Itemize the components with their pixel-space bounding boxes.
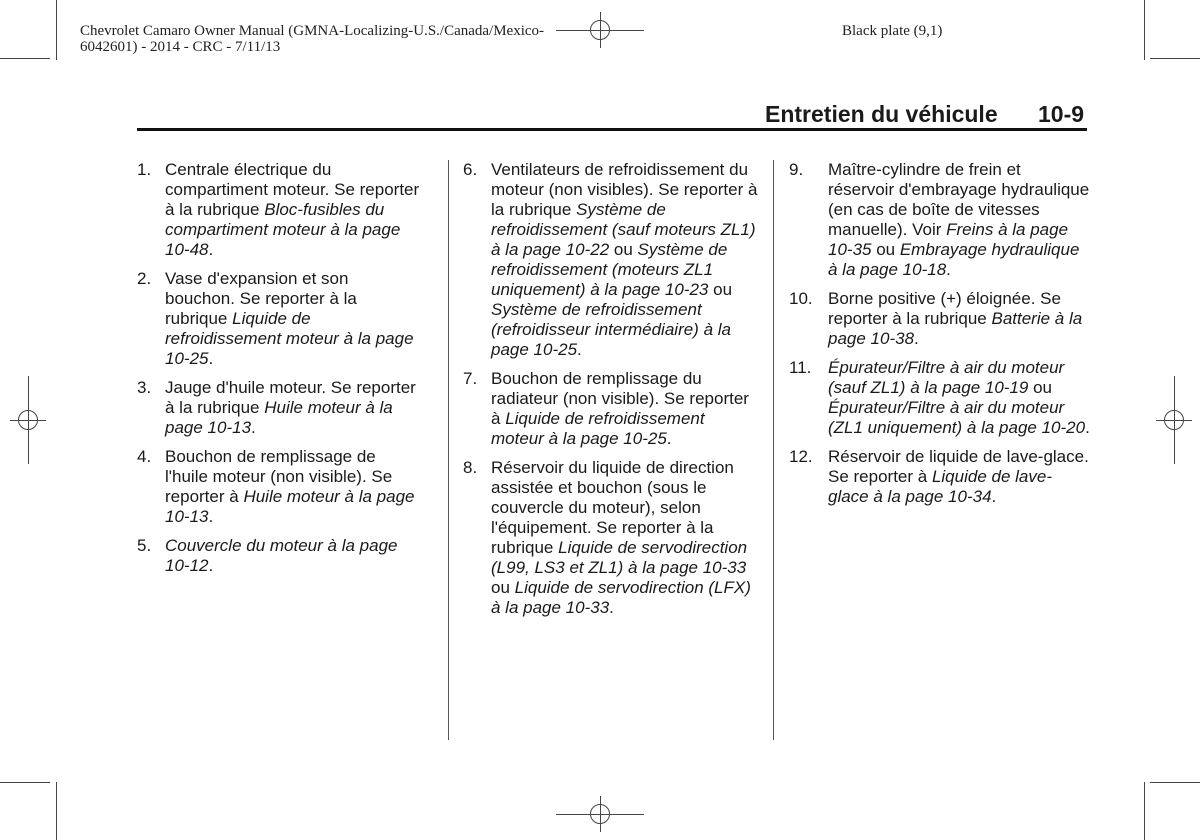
body-text: . xyxy=(914,329,919,348)
registration-guide-right xyxy=(1174,376,1175,464)
list-item xyxy=(137,536,420,576)
crop-mark-top-right-h xyxy=(1150,58,1200,59)
list-item-number: 7. xyxy=(463,369,478,388)
cross-reference-text: Liquide de refroidissement moteur à la page 10-25 xyxy=(165,309,414,368)
list-item-number: 10. xyxy=(789,289,813,308)
list-item-number: 1. xyxy=(137,160,152,179)
list-item xyxy=(789,358,1091,438)
cross-reference-text: Liquide de refroidissement moteur à la page 10-25 xyxy=(491,409,705,448)
crop-mark-top-left xyxy=(56,0,57,60)
list-item-text xyxy=(828,289,1091,349)
list-item xyxy=(789,160,1091,280)
body-text: Ventilateurs de refroidissement du moteur (non visibles). Se reporter à la rubrique xyxy=(491,160,758,219)
body-text: ou xyxy=(708,280,733,299)
crop-mark-top-left-h xyxy=(0,58,50,59)
section-title: Entretien du véhicule xyxy=(765,101,998,127)
crop-mark-bottom-right xyxy=(1144,782,1145,840)
list-item-number: 2. xyxy=(137,269,152,288)
registration-guide-top xyxy=(556,30,644,31)
list-item xyxy=(137,269,420,369)
cross-reference-text: Huile moteur à la page 10-13 xyxy=(165,487,415,526)
cross-reference-text: Système de refroidissement (refroidisseur intermédiaire) à la page 10-25 xyxy=(491,300,731,359)
cross-reference-text: Système de refroidissement (moteurs ZL1 uniquement) à la page 10-23 xyxy=(491,240,728,299)
list-item xyxy=(137,378,420,438)
text-column-3 xyxy=(789,160,1091,516)
cross-reference-text: Système de refroidissement (sauf moteurs ZL1) à la page 10-22 xyxy=(491,200,756,259)
crop-mark-top-right xyxy=(1144,0,1145,60)
cross-reference-text: Bloc-fusibles du compartiment moteur à la page 10-48 xyxy=(165,200,401,259)
body-text: . xyxy=(208,240,214,259)
cross-reference-text: Couvercle du moteur à la page 10-12 xyxy=(165,536,398,575)
list-item-number: 11. xyxy=(789,358,812,377)
body-text: Réservoir de liquide de lave-glace. Se reporter à xyxy=(828,447,1089,486)
list-item-number: 8. xyxy=(463,458,478,477)
column-divider-2 xyxy=(773,160,774,740)
list-item-text xyxy=(165,269,420,369)
text-column-1 xyxy=(137,160,420,585)
list-item-number: 4. xyxy=(137,447,152,466)
list-item-text xyxy=(165,447,420,527)
text-column-2 xyxy=(463,160,761,627)
body-text: Vase d'expansion et son bouchon. Se reporter à la rubrique xyxy=(165,269,357,328)
body-text: Maître-cylindre de frein et réservoir d'embrayage hydraulique (en cas de boîte de vitesses manuelle). Voir xyxy=(828,160,1090,239)
body-text: Bouchon de remplissage de l'huile moteur (non visible). Se reporter à xyxy=(165,447,393,506)
registration-guide-bottom xyxy=(556,814,644,815)
cross-reference-text: Freins à la page 10-35 xyxy=(828,220,1069,259)
list-item-text xyxy=(491,160,761,360)
list-item-text xyxy=(165,378,420,438)
print-metadata-line2: 6042601) - 2014 - CRC - 7/11/13 xyxy=(80,39,281,55)
list-item xyxy=(137,447,420,527)
list-item xyxy=(463,160,761,360)
cross-reference-text: Liquide de lave-glace à la page 10-34 xyxy=(828,467,1052,506)
list-item-text xyxy=(491,369,761,449)
title-rule xyxy=(137,128,1087,131)
body-text: Jauge d'huile moteur. Se reporter à la rubrique xyxy=(165,378,416,417)
body-text: . xyxy=(1085,418,1090,437)
body-text: . xyxy=(577,340,582,359)
print-metadata-line1: Chevrolet Camaro Owner Manual (GMNA-Localizing-U.S./Canada/Mexico- xyxy=(80,23,545,39)
list-item xyxy=(463,369,761,449)
page-number: 10-9 xyxy=(1038,101,1085,127)
body-text: . xyxy=(208,507,214,526)
cross-reference-text: Épurateur/Filtre à air du moteur (sauf ZL1) à la page 10-19 xyxy=(828,358,1065,397)
list-item-number: 5. xyxy=(137,536,152,555)
list-item-text xyxy=(491,458,761,618)
body-text: . xyxy=(609,598,614,617)
list-item-number: 6. xyxy=(463,160,478,179)
list-item-text xyxy=(165,536,420,576)
crop-mark-bottom-left xyxy=(56,782,57,840)
body-text: . xyxy=(208,349,214,368)
body-text: . xyxy=(208,556,214,575)
crop-mark-bottom-right-h xyxy=(1150,782,1200,783)
registration-guide-left xyxy=(28,376,29,464)
cross-reference-text: Embrayage hydraulique à la page 10-18 xyxy=(828,240,1080,279)
list-item-text xyxy=(828,160,1091,280)
list-item-text xyxy=(828,447,1091,507)
body-text: Borne positive (+) éloignée. Se reporter à la rubrique xyxy=(828,289,1061,328)
list-item xyxy=(789,447,1091,507)
cross-reference-text: Batterie à la page 10-38 xyxy=(828,309,1083,348)
body-text: ou xyxy=(491,578,515,597)
list-item xyxy=(137,160,420,260)
body-text: Réservoir du liquide de direction assistée et bouchon (sous le couvercle du moteur), selon l'équipement. Se reporter à la rubrique xyxy=(491,458,734,557)
body-text: Bouchon de remplissage du radiateur (non visible). Se reporter à xyxy=(491,369,749,428)
body-text: ou xyxy=(871,240,900,259)
list-item xyxy=(789,289,1091,349)
list-item-text xyxy=(828,358,1091,438)
list-item-text xyxy=(165,160,420,260)
body-text: Centrale électrique du compartiment moteur. Se reporter à la rubrique xyxy=(165,160,420,219)
body-text: . xyxy=(251,418,256,437)
body-text: . xyxy=(991,487,997,506)
list-item-number: 3. xyxy=(137,378,152,397)
plate-label: Black plate (9,1) xyxy=(842,23,943,39)
cross-reference-text: Liquide de servodirection (L99, LS3 et ZL1) à la page 10-33 xyxy=(491,538,748,577)
list-item-number: 9. xyxy=(789,160,804,179)
body-text: . xyxy=(946,260,951,279)
cross-reference-text: Huile moteur à la page 10-13 xyxy=(165,398,393,437)
cross-reference-text: Liquide de servodirection (LFX) à la page 10-33 xyxy=(491,578,751,617)
body-text: . xyxy=(666,429,672,448)
list-item-number: 12. xyxy=(789,447,813,466)
body-text: ou xyxy=(609,240,638,259)
column-divider-1 xyxy=(448,160,449,740)
crop-mark-bottom-left-h xyxy=(0,782,50,783)
cross-reference-text: Épurateur/Filtre à air du moteur (ZL1 uniquement) à la page 10-20 xyxy=(828,398,1086,437)
body-text: ou xyxy=(1028,378,1052,397)
list-item xyxy=(463,458,761,618)
